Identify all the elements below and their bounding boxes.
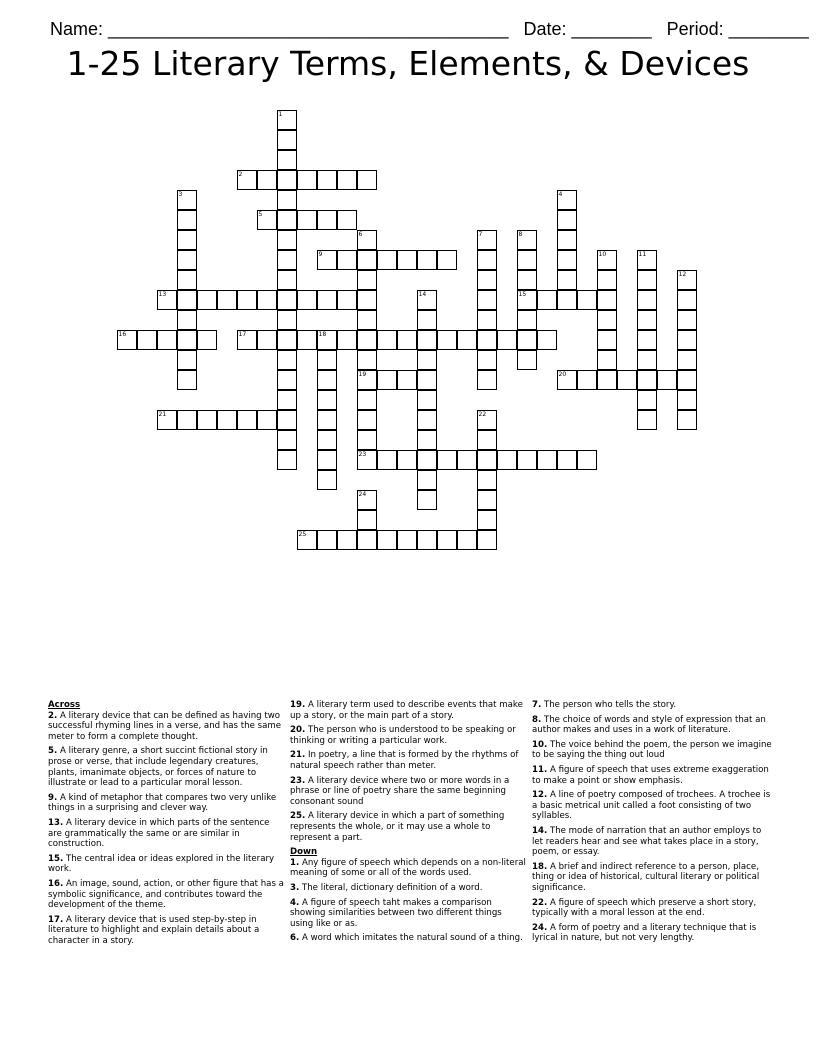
clue-text: A line of poetry composed of trochees. A trochee is a basic metrical unit called a foot consisting of two syllables.: [532, 790, 771, 822]
crossword-cell[interactable]: [417, 370, 437, 390]
crossword-cell[interactable]: [257, 210, 277, 230]
crossword-cell[interactable]: [357, 530, 377, 550]
crossword-cell[interactable]: [317, 430, 337, 450]
crossword-cell[interactable]: [417, 290, 437, 310]
crossword-cell[interactable]: [337, 250, 357, 270]
crossword-cell[interactable]: [477, 410, 497, 430]
crossword-cell[interactable]: [557, 210, 577, 230]
crossword-cell[interactable]: [517, 450, 537, 470]
crossword-cell[interactable]: [277, 270, 297, 290]
crossword-cell[interactable]: [517, 270, 537, 290]
clue-number-label: 14: [418, 290, 427, 298]
clue-number-label: 16: [118, 330, 127, 338]
clue-number: 10.: [532, 739, 548, 750]
crossword-cell[interactable]: [237, 170, 257, 190]
crossword-cell[interactable]: [477, 290, 497, 310]
crossword-cell[interactable]: [357, 450, 377, 470]
crossword-cell[interactable]: [277, 170, 297, 190]
crossword-cell[interactable]: [537, 330, 557, 350]
clue-text: A kind of metaphor that compares two very unlike things in a surprising and clever way.: [48, 792, 277, 814]
crossword-cell[interactable]: [157, 410, 177, 430]
crossword-cell[interactable]: [317, 250, 337, 270]
clue-number: 14.: [532, 825, 548, 836]
crossword-cell[interactable]: [277, 230, 297, 250]
crossword-cell[interactable]: [457, 450, 477, 470]
clue-down: [532, 765, 772, 786]
crossword-cell[interactable]: [577, 290, 597, 310]
crossword-cell[interactable]: [537, 450, 557, 470]
crossword-cell[interactable]: [317, 530, 337, 550]
crossword-cell[interactable]: [357, 310, 377, 330]
crossword-cell[interactable]: [417, 490, 437, 510]
crossword-cell[interactable]: [557, 190, 577, 210]
crossword-cell[interactable]: [677, 330, 697, 350]
clue-number: 7.: [532, 700, 542, 710]
crossword-cell[interactable]: [597, 270, 617, 290]
crossword-cell[interactable]: [257, 290, 277, 310]
clue-number-label: 21: [158, 410, 167, 418]
crossword-cell[interactable]: [277, 370, 297, 390]
crossword-cell[interactable]: [257, 410, 277, 430]
clue-text: A figure of speech that uses extreme exaggeration to make a point or show emphasis.: [532, 764, 769, 786]
crossword-cell[interactable]: [217, 410, 237, 430]
clue-down: [532, 740, 772, 761]
crossword-cell[interactable]: [637, 330, 657, 350]
crossword-cell[interactable]: [297, 290, 317, 310]
crossword-cell[interactable]: [277, 190, 297, 210]
crossword-cell[interactable]: [677, 370, 697, 390]
crossword-cell[interactable]: [177, 270, 197, 290]
crossword-cell[interactable]: [637, 310, 657, 330]
clue-across: [290, 725, 526, 746]
crossword-cell[interactable]: [177, 310, 197, 330]
clue-across: [48, 879, 284, 911]
crossword-cell[interactable]: [397, 450, 417, 470]
crossword-cell[interactable]: [437, 330, 457, 350]
crossword-cell[interactable]: [477, 370, 497, 390]
crossword-cell[interactable]: [177, 370, 197, 390]
crossword-cell[interactable]: [177, 290, 197, 310]
crossword-cell[interactable]: [677, 310, 697, 330]
crossword-cell[interactable]: [317, 450, 337, 470]
crossword-cell[interactable]: [477, 430, 497, 450]
crossword-cell[interactable]: [177, 410, 197, 430]
clue-text: The central idea or ideas explored in the literary work.: [48, 853, 275, 875]
clue-number: 4.: [290, 897, 300, 908]
crossword-cell[interactable]: [577, 450, 597, 470]
crossword-cell[interactable]: [277, 250, 297, 270]
crossword-cell[interactable]: [277, 410, 297, 430]
clue-number: 19.: [290, 700, 306, 710]
crossword-cell[interactable]: [297, 210, 317, 230]
crossword-cell[interactable]: [377, 450, 397, 470]
clue-number-label: 17: [238, 330, 247, 338]
crossword-cell[interactable]: [457, 530, 477, 550]
clue-number-label: 24: [358, 490, 367, 498]
name-field[interactable]: Name: ________________________________________: [50, 19, 509, 39]
clue-number-label: 20: [558, 370, 567, 378]
down-heading: Down: [290, 847, 318, 858]
worksheet-header: [40, 0, 809, 40]
clue-column-3: [532, 700, 772, 948]
clue-number: 22.: [532, 897, 548, 908]
crossword-cell[interactable]: [317, 170, 337, 190]
crossword-cell[interactable]: [317, 470, 337, 490]
clue-number-label: 18: [318, 330, 327, 338]
clue-column-1: [48, 700, 284, 950]
clue-number: 8.: [532, 714, 542, 725]
crossword-cell[interactable]: [477, 510, 497, 530]
clue-number-label: 15: [518, 290, 527, 298]
clue-down: [532, 790, 772, 822]
clue-down: [532, 862, 772, 894]
crossword-cell[interactable]: [417, 330, 437, 350]
crossword-cell[interactable]: [657, 370, 677, 390]
crossword-cell[interactable]: [477, 490, 497, 510]
crossword-cell[interactable]: [277, 390, 297, 410]
clue-number-label: 25: [298, 530, 307, 538]
crossword-cell[interactable]: [557, 450, 577, 470]
clue-text: A literary device where two or more words in a phrase or line of poetry share the same beginning consonant sound: [290, 775, 510, 807]
crossword-cell[interactable]: [517, 350, 537, 370]
clue-across: [48, 746, 284, 788]
clue-text: An image, sound, action, or other figure that has a symbolic significance, and contributes toward the development of the theme.: [48, 878, 284, 911]
crossword-cell[interactable]: [357, 170, 377, 190]
crossword-cell[interactable]: [517, 310, 537, 330]
crossword-cell[interactable]: [677, 410, 697, 430]
clue-number-label: 2: [238, 170, 243, 178]
clue-number: 5.: [48, 746, 58, 757]
crossword-cell[interactable]: [577, 370, 597, 390]
across-heading: Across: [48, 700, 81, 710]
crossword-cell[interactable]: [597, 290, 617, 310]
crossword-cell[interactable]: [357, 330, 377, 350]
crossword-cell[interactable]: [397, 330, 417, 350]
clue-number-label: 5: [258, 210, 263, 218]
crossword-cell[interactable]: [337, 210, 357, 230]
clue-number: 23.: [290, 775, 306, 786]
crossword-cell[interactable]: [437, 250, 457, 270]
crossword-cell[interactable]: [197, 290, 217, 310]
crossword-cell[interactable]: [177, 230, 197, 250]
crossword-cell[interactable]: [217, 290, 237, 310]
crossword-cell[interactable]: [597, 350, 617, 370]
clue-number-label: 22: [478, 410, 487, 418]
crossword-cell[interactable]: [377, 370, 397, 390]
crossword-cell[interactable]: [357, 270, 377, 290]
crossword-cell[interactable]: [417, 430, 437, 450]
crossword-cell[interactable]: [317, 390, 337, 410]
clue-across: [48, 854, 284, 875]
crossword-cell[interactable]: [277, 330, 297, 350]
crossword-cell[interactable]: [597, 370, 617, 390]
clue-number-label: 19: [358, 370, 367, 378]
clue-number-label: 12: [678, 270, 687, 278]
crossword-cell[interactable]: [177, 190, 197, 210]
clue-across: [290, 811, 526, 843]
clue-number-label: 11: [638, 250, 647, 258]
crossword-cell[interactable]: [557, 270, 577, 290]
clue-text: A literary device that can be defined as having two successful rhyming lines in a verse, and has the same meter to form a complete thought.: [48, 710, 281, 742]
crossword-cell[interactable]: [637, 270, 657, 290]
crossword-cell[interactable]: [357, 430, 377, 450]
clue-number-label: 7: [478, 230, 483, 238]
crossword-cell[interactable]: [277, 130, 297, 150]
clue-across: [48, 793, 284, 814]
clue-down: [532, 923, 772, 944]
clue-number: 24.: [532, 922, 548, 933]
crossword-cell[interactable]: [357, 250, 377, 270]
crossword-cell[interactable]: [237, 410, 257, 430]
crossword-cell[interactable]: [357, 370, 377, 390]
crossword-cell[interactable]: [357, 390, 377, 410]
crossword-cell[interactable]: [517, 290, 537, 310]
crossword-cell[interactable]: [397, 250, 417, 270]
clue-text: In poetry, a line that is formed by the rhythms of natural speech rather than meter.: [290, 750, 519, 771]
crossword-cell[interactable]: [297, 330, 317, 350]
clue-number: 9.: [48, 792, 58, 803]
crossword-cell[interactable]: [677, 350, 697, 370]
crossword-cell[interactable]: [197, 330, 217, 350]
crossword-cell[interactable]: [237, 330, 257, 350]
crossword-cell[interactable]: [477, 310, 497, 330]
crossword-cell[interactable]: [417, 390, 437, 410]
clue-across: [48, 711, 284, 743]
clue-number-label: 6: [358, 230, 363, 238]
date-field[interactable]: Date: ________: [523, 19, 652, 39]
clue-text: The person who is understood to be speaking or thinking or writing a particular work.: [290, 725, 516, 746]
clue-number-label: 10: [598, 250, 607, 258]
clue-text: A literary device that is used step-by-step in literature to highlight and explain details about a character in a story.: [48, 914, 260, 946]
clue-text: A literary device in which parts of the sentence are grammatically the same or are similar in construction.: [48, 817, 270, 850]
crossword-cell[interactable]: [277, 450, 297, 470]
crossword-cell[interactable]: [357, 410, 377, 430]
crossword-cell[interactable]: [357, 490, 377, 510]
crossword-cell[interactable]: [597, 310, 617, 330]
crossword-cell[interactable]: [157, 330, 177, 350]
clue-text: Any figure of speech which depends on a non-literal meaning of some or all of the words used.: [290, 857, 526, 879]
crossword-cell[interactable]: [637, 290, 657, 310]
crossword-cell[interactable]: [377, 250, 397, 270]
crossword-cell[interactable]: [557, 250, 577, 270]
clue-number: 16.: [48, 878, 64, 889]
crossword-cell[interactable]: [177, 250, 197, 270]
crossword-cell[interactable]: [477, 250, 497, 270]
clue-text: A figure of speech which preserve a short story, typically with a moral lesson at the end.: [532, 897, 757, 919]
crossword-cell[interactable]: [257, 170, 277, 190]
crossword-cell[interactable]: [337, 530, 357, 550]
clue-number-label: 3: [178, 190, 183, 198]
crossword-cell[interactable]: [477, 530, 497, 550]
crossword-cell[interactable]: [377, 530, 397, 550]
clue-text: A brief and indirect reference to a person, place, thing or idea of historical, cultural literary or political significance.: [532, 861, 760, 893]
clue-across: [290, 700, 526, 721]
crossword-cell[interactable]: [337, 170, 357, 190]
crossword-cell[interactable]: [597, 250, 617, 270]
crossword-cell[interactable]: [597, 330, 617, 350]
crossword-cell[interactable]: [417, 350, 437, 370]
crossword-cell[interactable]: [277, 290, 297, 310]
crossword-cell[interactable]: [317, 330, 337, 350]
crossword-cell[interactable]: [297, 170, 317, 190]
crossword-cell[interactable]: [497, 330, 517, 350]
clue-text: The voice behind the poem, the person we imagine to be saying the thing out loud: [532, 739, 772, 761]
clue-number-label: 8: [518, 230, 523, 238]
crossword-cell[interactable]: [277, 310, 297, 330]
crossword-cell[interactable]: [357, 510, 377, 530]
clue-number: 3.: [290, 882, 300, 893]
crossword-cell[interactable]: [237, 290, 257, 310]
crossword-cell[interactable]: [297, 530, 317, 550]
clue-number: 6.: [290, 933, 300, 944]
clue-number-label: 1: [278, 110, 283, 118]
crossword-cell[interactable]: [637, 350, 657, 370]
crossword-cell[interactable]: [637, 390, 657, 410]
crossword-cell[interactable]: [477, 230, 497, 250]
clue-down: [290, 883, 526, 894]
crossword-cell[interactable]: [157, 290, 177, 310]
clue-number-label: 9: [318, 250, 323, 258]
clue-number: 25.: [290, 811, 306, 822]
clue-down: [290, 933, 526, 944]
clue-number: 21.: [290, 750, 306, 761]
crossword-cell[interactable]: [317, 370, 337, 390]
clue-number-label: 4: [558, 190, 563, 198]
clue-number: 12.: [532, 790, 548, 801]
crossword-cell[interactable]: [477, 270, 497, 290]
clue-number: 1.: [290, 857, 300, 868]
crossword-cell[interactable]: [317, 410, 337, 430]
crossword-cell[interactable]: [457, 330, 477, 350]
clue-across: [48, 915, 284, 947]
clue-text: The person who tells the story.: [543, 700, 677, 710]
clue-text: The mode of narration that an author employs to let readers hear and see what takes place in a story, poem, or essay.: [532, 825, 762, 858]
clue-down: [290, 858, 526, 879]
crossword-cell[interactable]: [497, 450, 517, 470]
crossword-cell[interactable]: [477, 470, 497, 490]
crossword-cell[interactable]: [437, 530, 457, 550]
clue-text: A figure of speech taht makes a comparison showing similarities between two different things using like or as.: [290, 897, 502, 929]
crossword-cell[interactable]: [417, 250, 437, 270]
period-field[interactable]: Period: ________: [666, 19, 809, 39]
clue-text: A literary genre, a short succint fictional story in prose or verse, that include legendary creatures, plants, imanimate objects, or forces of nature to illustrate or lead to a particular moral lesson.: [48, 746, 268, 789]
crossword-cell[interactable]: [637, 370, 657, 390]
crossword-cell[interactable]: [437, 450, 457, 470]
crossword-cell[interactable]: [477, 350, 497, 370]
crossword-cell[interactable]: [417, 450, 437, 470]
crossword-cell[interactable]: [617, 370, 637, 390]
crossword-cell[interactable]: [557, 370, 577, 390]
clue-number-label: 13: [158, 290, 167, 298]
clue-text: A word which imitates the natural sound of a thing.: [301, 933, 523, 944]
clue-number: 18.: [532, 861, 548, 872]
crossword-cell[interactable]: [117, 330, 137, 350]
crossword-cell[interactable]: [637, 410, 657, 430]
clue-down: [532, 898, 772, 919]
clue-text: The literal, dictionary definition of a word.: [301, 882, 483, 893]
crossword-cell[interactable]: [517, 330, 537, 350]
clue-down: [532, 826, 772, 858]
crossword-cell[interactable]: [177, 210, 197, 230]
crossword-cell[interactable]: [257, 330, 277, 350]
clue-number: 17.: [48, 914, 64, 925]
crossword-cell[interactable]: [637, 250, 657, 270]
clue-across: [290, 776, 526, 808]
clue-number: 11.: [532, 764, 548, 775]
clue-across: [290, 750, 526, 771]
crossword-cell[interactable]: [517, 250, 537, 270]
crossword-cell[interactable]: [277, 110, 297, 130]
clue-number-label: 23: [358, 450, 367, 458]
crossword-cell[interactable]: [417, 310, 437, 330]
crossword-cell[interactable]: [677, 270, 697, 290]
crossword-cell[interactable]: [417, 470, 437, 490]
clue-number: 2.: [48, 710, 58, 721]
crossword-cell[interactable]: [357, 290, 377, 310]
clue-text: The choice of words and style of expression that an author makes and uses in a work of literature.: [532, 714, 766, 736]
crossword-cell[interactable]: [377, 330, 397, 350]
crossword-cell[interactable]: [517, 230, 537, 250]
crossword-cell[interactable]: [177, 330, 197, 350]
clue-down: [532, 700, 772, 711]
crossword-cell[interactable]: [277, 350, 297, 370]
crossword-cell[interactable]: [357, 230, 377, 250]
crossword-cell[interactable]: [397, 530, 417, 550]
crossword-cell[interactable]: [197, 410, 217, 430]
clue-text: A literary term used to describe events that make up a story, or the main part of a story.: [290, 700, 523, 721]
clue-across: [48, 818, 284, 850]
crossword-cell[interactable]: [277, 210, 297, 230]
crossword-cell[interactable]: [397, 370, 417, 390]
clue-down: [532, 715, 772, 736]
crossword-cell[interactable]: [417, 410, 437, 430]
crossword-cell[interactable]: [277, 150, 297, 170]
clue-text: A literary device in which a part of something represents the whole, or it may use a whole to represent a part.: [290, 811, 505, 843]
crossword-cell[interactable]: [417, 530, 437, 550]
crossword-cell[interactable]: [317, 210, 337, 230]
crossword-cell[interactable]: [677, 290, 697, 310]
crossword-cell[interactable]: [337, 330, 357, 350]
crossword-cell[interactable]: [477, 330, 497, 350]
crossword-cell[interactable]: [277, 430, 297, 450]
clue-number: 20.: [290, 725, 306, 736]
clue-number: 15.: [48, 853, 64, 864]
crossword-cell[interactable]: [317, 290, 337, 310]
crossword-cell[interactable]: [537, 290, 557, 310]
crossword-cell[interactable]: [317, 350, 337, 370]
crossword-cell[interactable]: [557, 230, 577, 250]
crossword-cell[interactable]: [357, 350, 377, 370]
crossword-cell[interactable]: [337, 290, 357, 310]
crossword-cell[interactable]: [557, 290, 577, 310]
crossword-cell[interactable]: [177, 350, 197, 370]
crossword-cell[interactable]: [677, 390, 697, 410]
crossword-cell[interactable]: [477, 450, 497, 470]
clue-text: A form of poetry and a literary technique that is lyrical in nature, but not very lengthy.: [532, 922, 757, 944]
clue-number: 13.: [48, 817, 64, 828]
page-title: 1-25 Literary Terms, Elements, & Devices: [66, 44, 750, 83]
clue-down: [290, 898, 526, 930]
clue-column-2: [290, 700, 526, 948]
crossword-cell[interactable]: [137, 330, 157, 350]
